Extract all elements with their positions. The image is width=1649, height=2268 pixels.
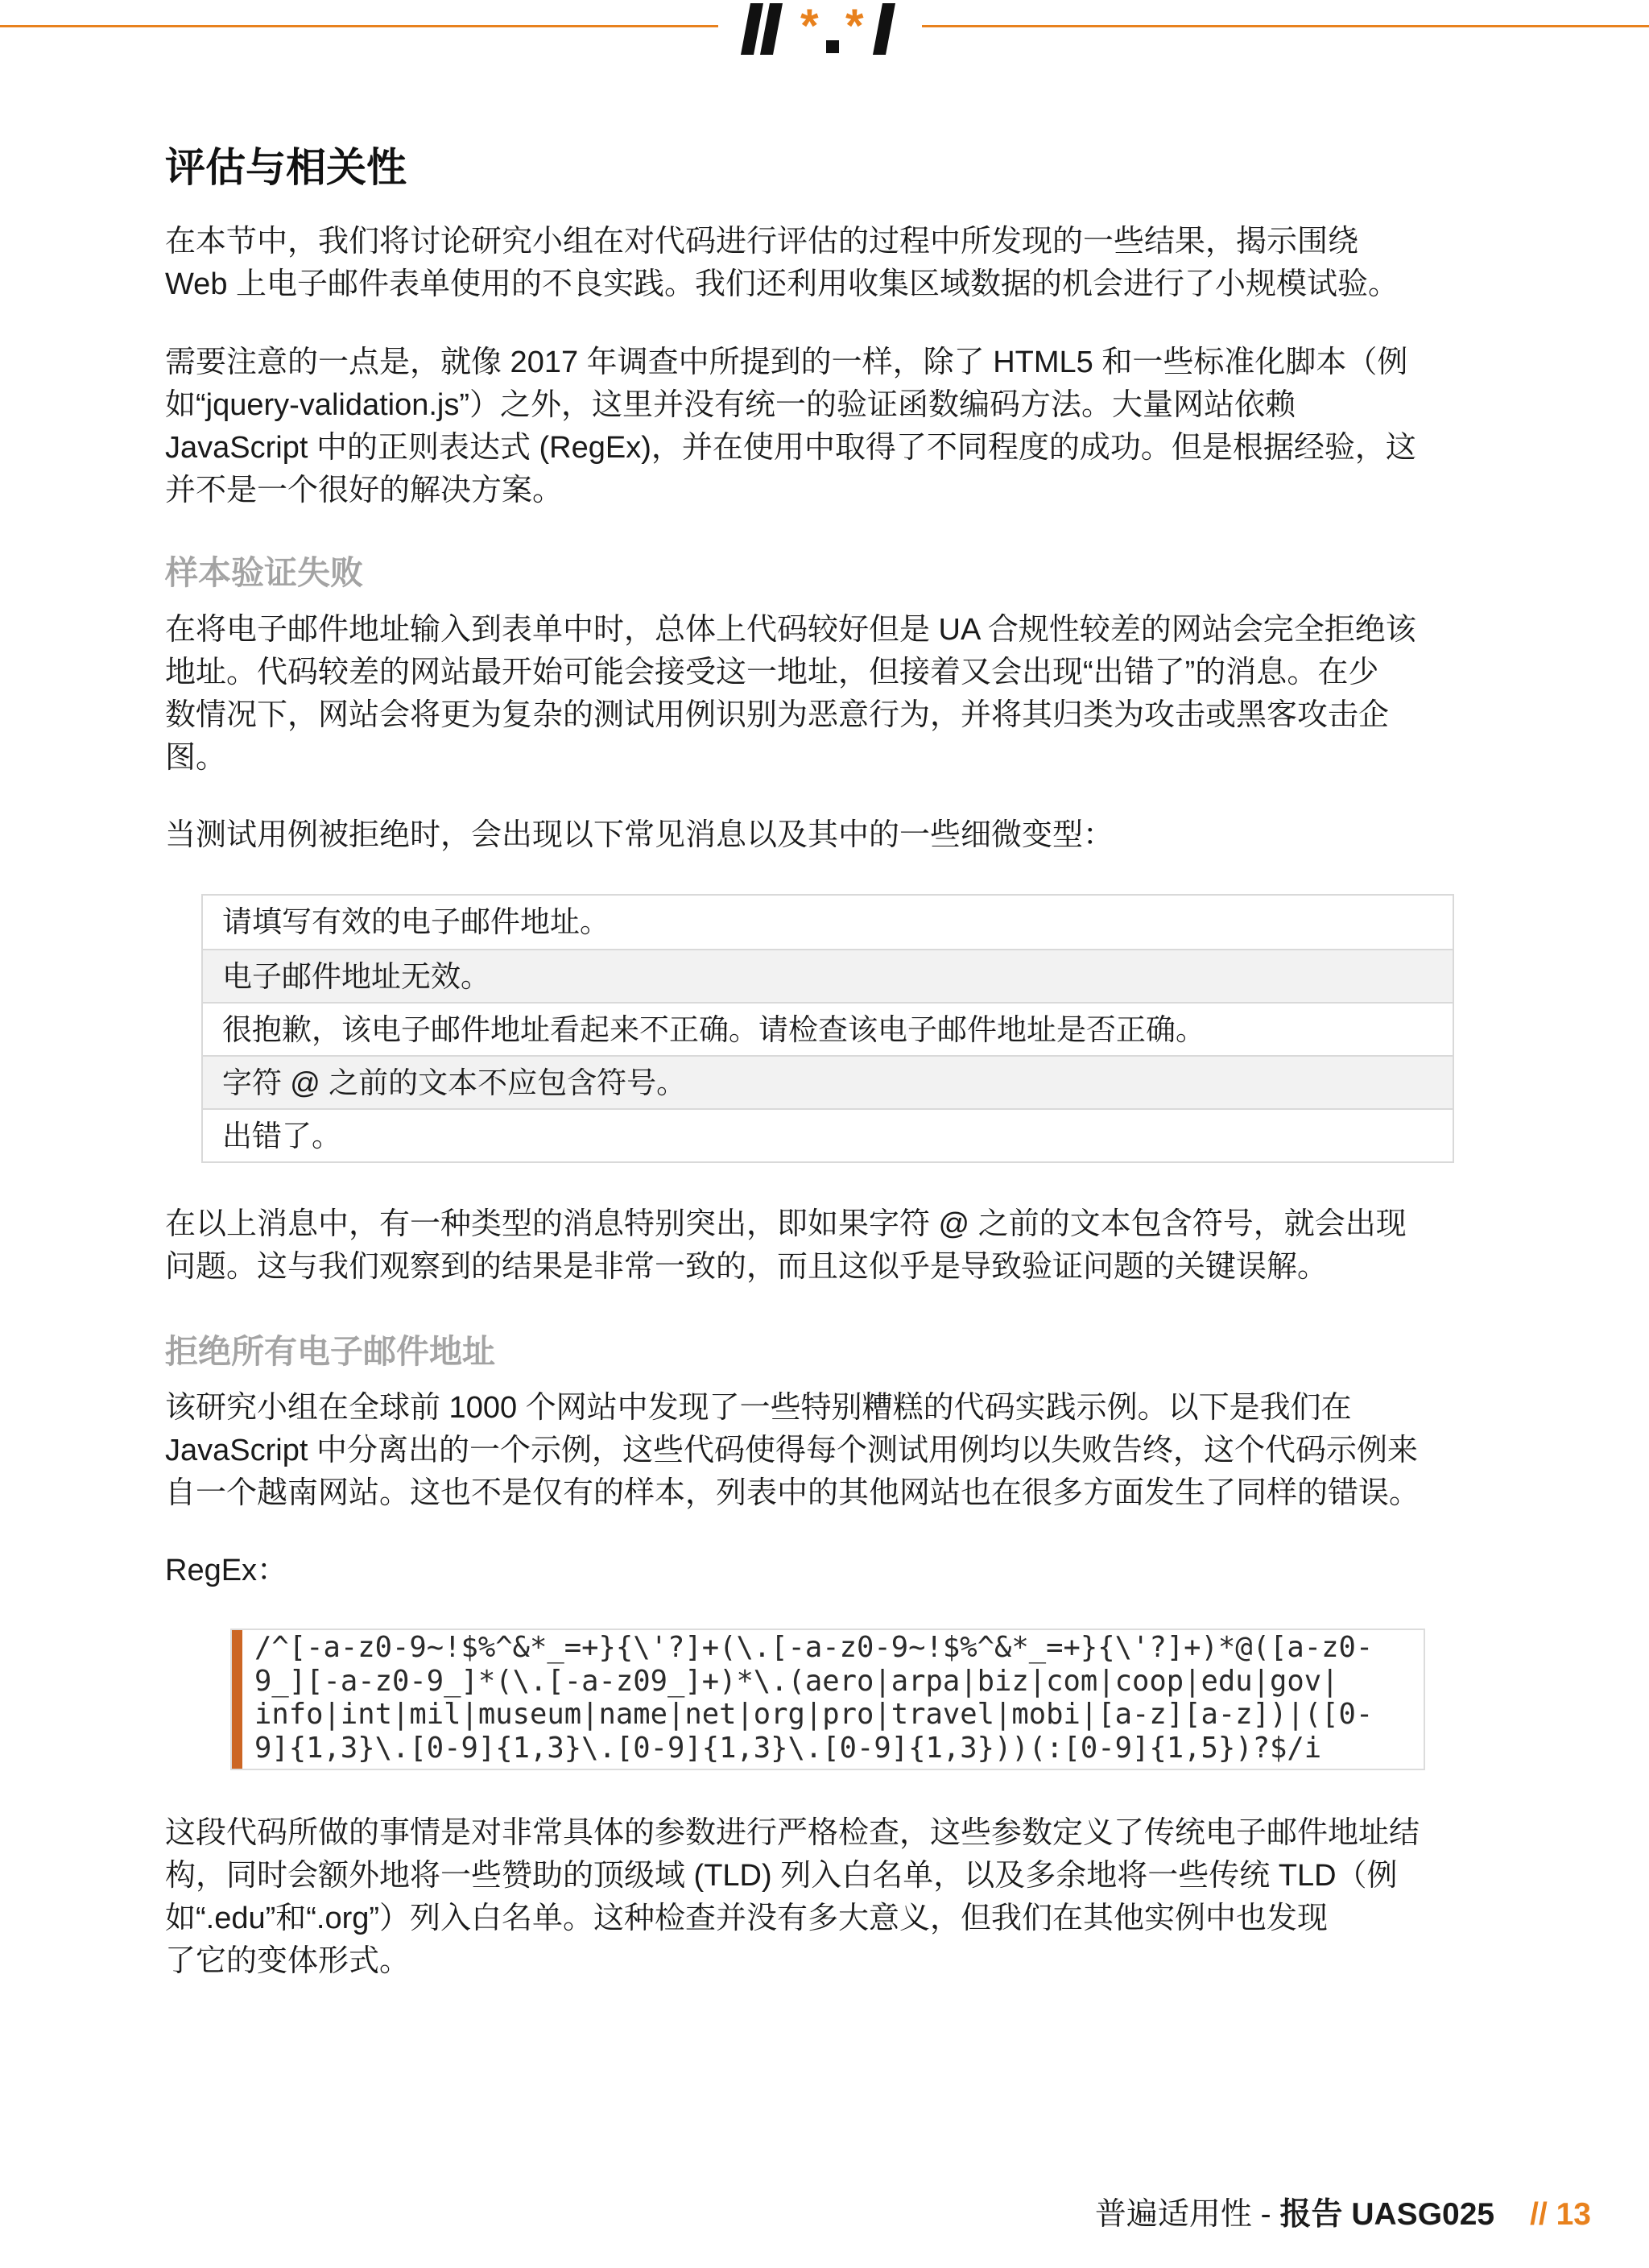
- svg-text:*: *: [800, 0, 819, 52]
- paragraph-note: [165, 341, 1416, 512]
- uasg-logo-icon: [731, 0, 918, 58]
- section-title: 评估与相关性: [165, 145, 407, 190]
- text-line: JavaScript 中的正则表达式 (RegEx)，并在使用中取得了不同程度的成功。但是根据经验，这: [165, 431, 1416, 465]
- text-line: 图。: [165, 741, 227, 775]
- text-line: 地址。代码较差的网站最开始可能会接受这一地址，但接着又会出现“出错了”的消息。在少: [165, 656, 1379, 689]
- header-rule-left: [0, 25, 718, 27]
- text-line: 该研究小组在全球前 1000 个网站中发现了一些特别糟糕的代码实践示例。以下是我们在: [165, 1391, 1352, 1425]
- code-line: 9]{1,3}\.[0-9]{1,3}\.[0-9]{1,3}\.[0-9]{1,3}))(:[0-9]{1,5})?$/i: [254, 1731, 1322, 1765]
- text-line: 如“.edu”和“.org”）列入白名单。这种检查并没有多大意义，但我们在其他实例中也发现: [165, 1902, 1329, 1935]
- paragraph-sample-body: [165, 609, 1416, 780]
- text-line: 数情况下，网站会将更为复杂的测试用例识别为恶意行为，并将其归类为攻击或黑客攻击企: [165, 698, 1390, 732]
- text-line: 并不是一个很好的解决方案。: [165, 474, 564, 507]
- text-line: 当测试用例被拒绝时，会出现以下常见消息以及其中的一些细微变型：: [165, 818, 1114, 852]
- paragraph-messages-intro: [165, 814, 1114, 857]
- error-messages-table: [201, 894, 1454, 1163]
- table-row: 字符 @ 之前的文本不应包含符号。: [203, 1055, 1453, 1108]
- table-row: 很抱歉，该电子邮件地址看起来不正确。请检查该电子邮件地址是否正确。: [203, 1002, 1453, 1055]
- text-line: 在以上消息中，有一种类型的消息特别突出，即如果字符 @ 之前的文本包含符号，就会出现: [165, 1207, 1407, 1241]
- paragraph-intro: [165, 221, 1399, 306]
- paragraph-after-table: [165, 1203, 1407, 1289]
- text-line: 在将电子邮件地址输入到表单中时，总体上代码较好但是 UA 合规性较差的网站会完全拒绝该: [165, 613, 1416, 647]
- page-footer: [1095, 2189, 1591, 2234]
- table-row: 出错了。: [203, 1108, 1453, 1161]
- text-line: 了它的变体形式。: [165, 1944, 411, 1978]
- text-line: RegEx：: [165, 1554, 288, 1587]
- text-line: 自一个越南网站。这也不是仅有的样本，列表中的其他网站也在很多方面发生了同样的错误。: [165, 1476, 1420, 1510]
- paragraph-closing: [165, 1812, 1420, 1983]
- text-line: 需要注意的一点是，就像 2017 年调查中所提到的一样，除了 HTML5 和一些标准化脚本（例: [165, 346, 1408, 379]
- paragraph-reject-body: [165, 1387, 1420, 1515]
- regex-code-block: [230, 1629, 1425, 1770]
- code-line: /^[-a-z0-9~!$%^&*_=+}{\'?]+(\.[-a-z0-9~!$%^&*_=+}{\'?]+)*@([a-z0-: [254, 1631, 1374, 1664]
- subheading-sample-failures: 样本验证失败: [165, 554, 363, 591]
- footer-prefix: 普遍适用性 -: [1094, 2197, 1280, 2232]
- footer-report-id: 报告 UASG025: [1279, 2197, 1495, 2232]
- table-row: 请填写有效的电子邮件地址。: [222, 905, 610, 938]
- text-line: 构，同时会额外地将一些赞助的顶级域 (TLD) 列入白名单，以及多余地将一些传统 TLD（例: [165, 1859, 1398, 1893]
- subheading-reject-all: 拒绝所有电子邮件地址: [165, 1333, 495, 1370]
- text-line: 问题。这与我们观察到的结果是非常一致的，而且这似乎是导致验证问题的关键误解。: [165, 1250, 1329, 1284]
- text-line: JavaScript 中分离出的一个示例，这些代码使得每个测试用例均以失败告终，这个代码示例来: [165, 1434, 1418, 1467]
- svg-text:*: *: [845, 0, 864, 52]
- paragraph-regex-label: [165, 1550, 287, 1592]
- text-line: 如“jquery-validation.js”）之外，这里并没有统一的验证函数编码方法。大量网站依赖: [165, 388, 1296, 422]
- text-line: 在本节中，我们将讨论研究小组在对代码进行评估的过程中所发现的一些结果，揭示围绕: [165, 225, 1359, 259]
- page-number: // 13: [1530, 2197, 1591, 2232]
- code-line: 9_][-a-z0-9_]*(\.[-a-z09_]+)*\.(aero|arpa|biz|com|coop|edu|gov|: [254, 1664, 1339, 1698]
- code-text: [254, 1631, 1373, 1765]
- header-rule-right: [922, 25, 1649, 27]
- code-accent-bar: [232, 1630, 242, 1769]
- code-line: info|int|mil|museum|name|net|org|pro|travel|mobi|[a-z][a-z])|([0-: [254, 1698, 1374, 1731]
- text-line: 这段代码所做的事情是对非常具体的参数进行严格检查，这些参数定义了传统电子邮件地址结: [165, 1816, 1420, 1850]
- table-row: 电子邮件地址无效。: [203, 949, 1453, 1002]
- text-line: Web 上电子邮件表单使用的不良实践。我们还利用收集区域数据的机会进行了小规模试验。: [165, 267, 1399, 301]
